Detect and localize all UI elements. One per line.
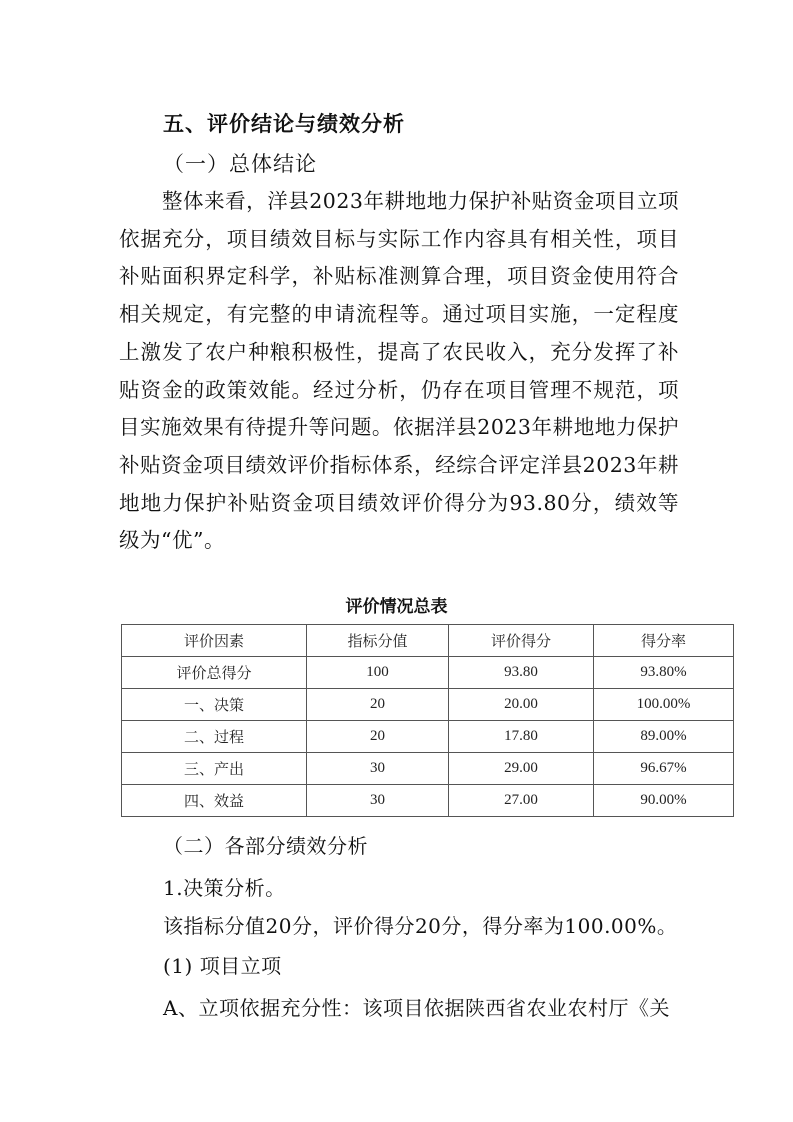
table-cell: 100.00% xyxy=(594,689,734,721)
project-approval-heading: (1) 项目立项 xyxy=(163,954,282,978)
evaluation-summary-table xyxy=(121,624,734,817)
table-row xyxy=(122,689,734,721)
table-cell: 三、产出 xyxy=(122,753,307,785)
section-heading: 五、评价结论与绩效分析 xyxy=(163,112,405,136)
table-header-cell: 评价因素 xyxy=(122,625,307,657)
table-cell: 30 xyxy=(307,753,449,785)
table-header-row xyxy=(122,625,734,657)
table-cell: 93.80% xyxy=(594,657,734,689)
table-cell: 20 xyxy=(307,689,449,721)
table-cell: 四、效益 xyxy=(122,785,307,817)
table-cell: 20.00 xyxy=(449,689,594,721)
table-cell: 89.00% xyxy=(594,721,734,753)
table-cell: 20 xyxy=(307,721,449,753)
table-cell: 30 xyxy=(307,785,449,817)
table-title: 评价情况总表 xyxy=(345,597,448,617)
decision-analysis-title: 1.决策分析。 xyxy=(163,876,286,900)
table-cell: 90.00% xyxy=(594,785,734,817)
table-row xyxy=(122,753,734,785)
subsection-heading-overall: （一）总体结论 xyxy=(163,152,317,176)
subsection-heading-parts: （二）各部分绩效分析 xyxy=(163,834,368,858)
table-cell: 27.00 xyxy=(449,785,594,817)
table-cell: 二、过程 xyxy=(122,721,307,753)
table-cell: 一、决策 xyxy=(122,689,307,721)
table-cell: 评价总得分 xyxy=(122,657,307,689)
overall-conclusion-paragraph: 整体来看，洋县2023年耕地地力保护补贴资金项目立项依据充分，项目绩效目标与实际工作内容具有相关性，项目补贴面积界定科学，补贴标准测算合理，项目资金使用符合相关规定，有完整的申请流程等。通过项目实施，一定程度上激发了农户种粮积极性，提高了农民收入，充分发挥了补贴资金的政策效能。经过分析，仍存在项目管理不规范，项目实施效果有待提升等问题。依据洋县2023年耕地地力保护补贴资金项目绩效评价指标体系，经综合评定洋县2023年耕地地力保护补贴资金项目绩效评价得分为93.80分，绩效等级为“优”。 xyxy=(119,189,679,553)
table-cell: 96.67% xyxy=(594,753,734,785)
table-cell: 29.00 xyxy=(449,753,594,785)
table-header-cell: 评价得分 xyxy=(449,625,594,657)
table-row xyxy=(122,785,734,817)
table-header-cell: 得分率 xyxy=(594,625,734,657)
approval-basis-text: A、立项依据充分性：该项目依据陕西省农业农村厅《关 xyxy=(163,996,670,1020)
table-header-cell: 指标分值 xyxy=(307,625,449,657)
table-cell: 17.80 xyxy=(449,721,594,753)
table-row xyxy=(122,657,734,689)
table-cell: 93.80 xyxy=(449,657,594,689)
table-cell: 100 xyxy=(307,657,449,689)
decision-analysis-text: 该指标分值20分，评价得分20分，得分率为100.00%。 xyxy=(163,914,678,938)
table-row xyxy=(122,721,734,753)
